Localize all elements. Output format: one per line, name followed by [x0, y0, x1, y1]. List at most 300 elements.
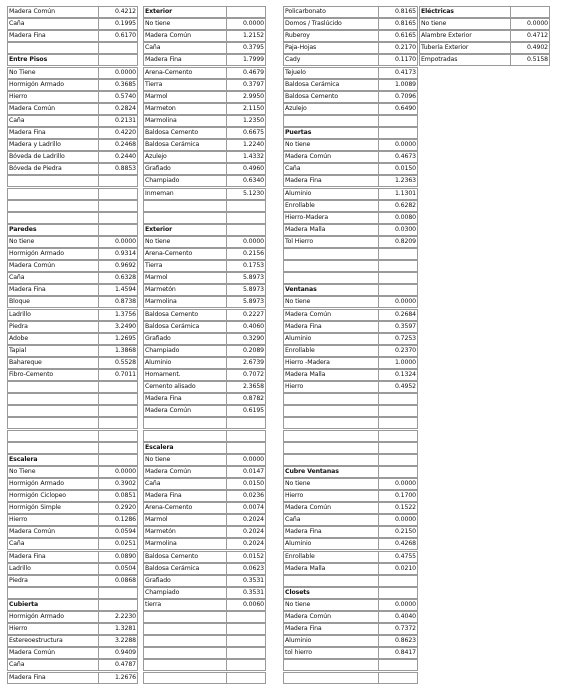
cell-label — [7, 405, 99, 417]
cell-value: 0.0000 — [226, 236, 266, 248]
cell-value — [98, 442, 138, 454]
cell-value — [98, 405, 138, 417]
cell-label: Tierra — [143, 79, 227, 91]
cell-label: Alambre Exterior — [419, 30, 511, 42]
cell-label: Caña — [7, 538, 99, 550]
cell-label: Madera Malla — [283, 369, 379, 381]
cell-value: 0.0150 — [378, 163, 418, 175]
cell-label: Madera Fina — [143, 393, 227, 405]
cell-label — [7, 442, 99, 454]
cell-label — [143, 417, 227, 429]
cell-label: Baldosa Cerámica — [143, 321, 227, 333]
cell-value — [98, 224, 138, 236]
cell-value: 0.0251 — [98, 538, 138, 550]
cell-value: 1.2350 — [226, 115, 266, 127]
cell-label: Azulejo — [143, 151, 227, 163]
cell-label — [143, 659, 227, 671]
cell-value — [226, 200, 266, 212]
cell-label: Madera Fina — [7, 551, 99, 563]
cell-value: 0.6328 — [98, 272, 138, 284]
cell-label — [283, 260, 379, 272]
cell-value: 0.3795 — [226, 42, 266, 54]
cell-label — [7, 188, 99, 200]
cell-value: 0.1286 — [98, 514, 138, 526]
cell-value: 0.0000 — [98, 236, 138, 248]
cell-label — [7, 381, 99, 393]
cell-label: Homament. — [143, 369, 227, 381]
cell-value: 2.1150 — [226, 103, 266, 115]
cell-value: 0.7011 — [98, 369, 138, 381]
cell-label: Madera Fina — [283, 175, 379, 187]
cell-label — [283, 272, 379, 284]
cell-value: 0.3797 — [226, 79, 266, 91]
cell-value — [226, 417, 266, 429]
cell-value: 1.4332 — [226, 151, 266, 163]
cell-value: 0.0000 — [378, 478, 418, 490]
cell-value: 1.4594 — [98, 284, 138, 296]
cell-value: 0.8165 — [378, 6, 418, 18]
cell-label — [143, 611, 227, 623]
cell-label: Marmolina — [143, 115, 227, 127]
cell-value — [98, 188, 138, 200]
cell-label — [283, 405, 379, 417]
cell-value: 0.0890 — [98, 551, 138, 563]
cell-label: Ventanas — [283, 284, 379, 296]
cell-value — [98, 175, 138, 187]
cell-value: 0.2024 — [226, 514, 266, 526]
cell-value: 0.3597 — [378, 321, 418, 333]
cell-label: Hormigón Armado — [7, 478, 99, 490]
cell-label: Caña — [7, 659, 99, 671]
cell-label — [283, 454, 379, 466]
cell-value: 5.8973 — [226, 284, 266, 296]
cell-label: Bloque — [7, 296, 99, 308]
cell-label: Escalera — [143, 442, 227, 454]
cell-value — [378, 417, 418, 429]
cell-label — [143, 212, 227, 224]
cell-value: 5.8973 — [226, 296, 266, 308]
cell-value: 0.0000 — [378, 599, 418, 611]
cell-value: 0.2684 — [378, 309, 418, 321]
cell-value: 0.2131 — [98, 115, 138, 127]
cell-value: 0.0594 — [98, 526, 138, 538]
cell-label: No Tiene — [7, 466, 99, 478]
cell-label: Hormigón Simple — [7, 502, 99, 514]
cell-label: Escalera — [7, 454, 99, 466]
cell-label: Hormigón Armado — [7, 79, 99, 91]
cell-label: Marmolina — [143, 296, 227, 308]
cell-value: 0.2440 — [98, 151, 138, 163]
cell-label: Marmol — [143, 91, 227, 103]
cell-label: No tiene — [283, 478, 379, 490]
cell-value: 1.2240 — [226, 139, 266, 151]
cell-value: 0.2170 — [378, 42, 418, 54]
cell-value: 0.2024 — [226, 538, 266, 550]
cell-value: 0.0000 — [98, 67, 138, 79]
cell-label: Arena-Cemento — [143, 67, 227, 79]
cell-label: Madera Común — [283, 151, 379, 163]
cell-value: 0.7096 — [378, 91, 418, 103]
cell-label: Hierro — [283, 490, 379, 502]
cell-label: Marmetón — [143, 284, 227, 296]
cell-value: 0.6282 — [378, 200, 418, 212]
cell-value: 0.2920 — [98, 502, 138, 514]
cell-value: 2.9950 — [226, 91, 266, 103]
cell-label: Grafiado — [143, 333, 227, 345]
cell-label: Madera Fina — [283, 321, 379, 333]
cell-label — [283, 442, 379, 454]
cell-value: 0.0074 — [226, 502, 266, 514]
cell-label: Fibro-Cemento — [7, 369, 99, 381]
cell-label: Madera Común — [283, 502, 379, 514]
cell-label: Baldosa Cerámica — [143, 139, 227, 151]
cell-label — [283, 115, 379, 127]
cell-value — [226, 623, 266, 635]
cell-label: Hierro-Madera — [283, 212, 379, 224]
cell-label: Champiado — [143, 175, 227, 187]
cell-label: Tubería Exterior — [419, 42, 511, 54]
cell-label — [7, 175, 99, 187]
cell-value: 0.0000 — [378, 514, 418, 526]
cell-value — [98, 599, 138, 611]
cell-label: Entre Pisos — [7, 54, 99, 66]
cell-value: 0.1324 — [378, 369, 418, 381]
cell-value: 1.3756 — [98, 309, 138, 321]
cell-value: 0.3902 — [98, 478, 138, 490]
cell-label: Tapial — [7, 345, 99, 357]
cell-value: 0.0000 — [510, 18, 550, 30]
cell-label: Madera Común — [7, 526, 99, 538]
cell-value: 0.0080 — [378, 212, 418, 224]
cell-value: 0.4173 — [378, 67, 418, 79]
cell-label: Ladrillo — [7, 563, 99, 575]
cell-label: No tiene — [283, 139, 379, 151]
cell-label: No tiene — [143, 454, 227, 466]
cell-label: Puertas — [283, 127, 379, 139]
cell-label: No tiene — [283, 296, 379, 308]
cell-value — [98, 393, 138, 405]
cell-value — [226, 659, 266, 671]
cell-label: Madera Común — [7, 6, 99, 18]
cell-value: 0.8623 — [378, 635, 418, 647]
cell-label: Empotradas — [419, 54, 511, 66]
cell-label: Domos / Traslúcido — [283, 18, 379, 30]
cell-value: 1.2676 — [98, 672, 138, 684]
cell-label: Madera Común — [143, 30, 227, 42]
cell-value: 0.0236 — [226, 490, 266, 502]
cell-value — [226, 442, 266, 454]
cell-value — [378, 405, 418, 417]
cell-label: Champiado — [143, 587, 227, 599]
cell-label: Madera Fina — [7, 30, 99, 42]
cell-label: No Tiene — [7, 67, 99, 79]
cell-label: Cady — [283, 54, 379, 66]
cell-value — [226, 6, 266, 18]
cell-value: 0.2370 — [378, 345, 418, 357]
cell-label: Caña — [143, 42, 227, 54]
cell-label: Madera Común — [7, 103, 99, 115]
cell-label: Marmeton — [143, 103, 227, 115]
cell-value — [98, 212, 138, 224]
cell-label: Arena-Cemento — [143, 248, 227, 260]
cell-label: Madera Común — [283, 611, 379, 623]
cell-label: Cemento alisado — [143, 381, 227, 393]
cell-label: Piedra — [7, 575, 99, 587]
cell-label: Baldosa Cemento — [143, 127, 227, 139]
cell-value: 0.8209 — [378, 236, 418, 248]
cell-value: 0.0150 — [226, 478, 266, 490]
cell-value: 0.0147 — [226, 466, 266, 478]
cell-value — [226, 672, 266, 684]
cell-value: 0.0000 — [378, 296, 418, 308]
cell-value — [378, 115, 418, 127]
cell-label: Piedra — [7, 321, 99, 333]
cell-value — [98, 417, 138, 429]
cell-value: 0.7372 — [378, 623, 418, 635]
cell-label: Hierro -Madera — [283, 357, 379, 369]
cell-label: Bóveda de Ladrillo — [7, 151, 99, 163]
cell-label: Tol Hierro — [283, 236, 379, 248]
cell-label — [283, 430, 379, 442]
cell-value: 0.3685 — [98, 79, 138, 91]
cell-value — [226, 212, 266, 224]
cell-value: 1.0089 — [378, 79, 418, 91]
cell-label: Azulejo — [283, 103, 379, 115]
cell-label: Grafiado — [143, 575, 227, 587]
cell-value — [378, 127, 418, 139]
cell-label: Arena-Cemento — [143, 502, 227, 514]
cell-value — [226, 635, 266, 647]
cell-value: 0.0152 — [226, 551, 266, 563]
cell-value: 0.2089 — [226, 345, 266, 357]
cell-label — [143, 200, 227, 212]
cell-value: 0.6195 — [226, 405, 266, 417]
cell-label: Caña — [143, 478, 227, 490]
cell-value: 0.4952 — [378, 381, 418, 393]
cell-value: 0.4755 — [378, 551, 418, 563]
cell-value — [98, 430, 138, 442]
cell-label: Madera Fina — [283, 623, 379, 635]
cell-value — [98, 381, 138, 393]
cell-label: Aluminio — [283, 333, 379, 345]
cell-label: Enrollable — [283, 551, 379, 563]
cell-label — [283, 417, 379, 429]
cell-label — [283, 248, 379, 260]
cell-value: 0.1700 — [378, 490, 418, 502]
cell-label: Cubierta — [7, 599, 99, 611]
cell-value: 0.4712 — [510, 30, 550, 42]
cell-label: Madera Común — [283, 309, 379, 321]
cell-value: 0.5740 — [98, 91, 138, 103]
cell-value — [378, 248, 418, 260]
cell-label: Caña — [283, 514, 379, 526]
cell-label: Aluminio — [283, 188, 379, 200]
cell-value: 0.0851 — [98, 490, 138, 502]
cell-value: 0.7072 — [226, 369, 266, 381]
cell-value: 0.0300 — [378, 224, 418, 236]
cell-value: 0.2024 — [226, 526, 266, 538]
cell-label — [143, 623, 227, 635]
cell-label — [283, 575, 379, 587]
cell-label: Paja-Hojas — [283, 42, 379, 54]
cell-label — [7, 417, 99, 429]
cell-value: 5.1230 — [226, 188, 266, 200]
cell-value: 0.5528 — [98, 357, 138, 369]
cell-label: Hierro — [7, 514, 99, 526]
cell-value: 3.2288 — [98, 635, 138, 647]
cell-label — [143, 635, 227, 647]
cell-value: 0.6340 — [226, 175, 266, 187]
cell-label: Ladrillo — [7, 309, 99, 321]
cell-value — [378, 284, 418, 296]
cell-value — [226, 430, 266, 442]
cell-label: Aluminio — [283, 538, 379, 550]
cell-value — [98, 454, 138, 466]
cell-label: No tiene — [419, 18, 511, 30]
cell-label: Inmeman — [143, 188, 227, 200]
cell-label — [7, 393, 99, 405]
cell-label: Madera y Ladrillo — [7, 139, 99, 151]
cell-value: 0.9692 — [98, 260, 138, 272]
cell-value: 0.2824 — [98, 103, 138, 115]
cell-label — [283, 672, 379, 684]
cell-label: Madera Común — [7, 647, 99, 659]
cell-label: Estereoestructura — [7, 635, 99, 647]
cell-label: Marmolina — [143, 538, 227, 550]
cell-label: Madera Fina — [7, 284, 99, 296]
cell-value: 0.2227 — [226, 309, 266, 321]
cell-label: Baldosa Cerámica — [283, 79, 379, 91]
cell-value: 0.1522 — [378, 502, 418, 514]
cell-value — [378, 466, 418, 478]
cell-value: 0.4040 — [378, 611, 418, 623]
cell-label: Hormigón Ciclopeo — [7, 490, 99, 502]
cell-value: 0.2156 — [226, 248, 266, 260]
cell-label: Cubre Ventanas — [283, 466, 379, 478]
cell-value — [378, 272, 418, 284]
cell-label: Tejuelo — [283, 67, 379, 79]
cell-label: Baldosa Cemento — [143, 309, 227, 321]
cell-value: 0.4268 — [378, 538, 418, 550]
cell-value: 1.1301 — [378, 188, 418, 200]
cell-label: Marmol — [143, 514, 227, 526]
cell-value: 1.2363 — [378, 175, 418, 187]
cell-label: Caña — [7, 115, 99, 127]
cell-value: 0.4787 — [98, 659, 138, 671]
cell-value — [378, 587, 418, 599]
cell-value: 0.0000 — [378, 139, 418, 151]
cell-value: 2.2230 — [98, 611, 138, 623]
cell-label: Eléctricas — [419, 6, 511, 18]
cell-value: 0.6165 — [378, 30, 418, 42]
cell-value: 0.3290 — [226, 333, 266, 345]
cell-label: Enrollable — [283, 200, 379, 212]
cell-label — [143, 647, 227, 659]
cell-value — [378, 442, 418, 454]
cell-value: 0.4212 — [98, 6, 138, 18]
cell-label: Madera Fina — [143, 54, 227, 66]
cell-label: Madera Malla — [283, 563, 379, 575]
cell-value: 0.2150 — [378, 526, 418, 538]
cell-label: No tiene — [7, 236, 99, 248]
cell-label: No tiene — [283, 599, 379, 611]
cell-label: Tierra — [143, 260, 227, 272]
cell-label: Madera Común — [7, 260, 99, 272]
cell-value: 0.8853 — [98, 163, 138, 175]
cell-label — [7, 587, 99, 599]
cell-label: Aluminio — [283, 635, 379, 647]
cell-value: 0.0210 — [378, 563, 418, 575]
cell-value: 0.2468 — [98, 139, 138, 151]
cell-value: 0.3531 — [226, 575, 266, 587]
cell-label: tol hierro — [283, 647, 379, 659]
cell-value: 0.1170 — [378, 54, 418, 66]
cell-label: Hierro — [7, 623, 99, 635]
cell-value: 0.0000 — [98, 466, 138, 478]
cell-label: Hormigón Armado — [7, 248, 99, 260]
cell-value: 0.6675 — [226, 127, 266, 139]
cell-value: 0.8165 — [378, 18, 418, 30]
cell-value: 5.8973 — [226, 272, 266, 284]
cell-value: 1.2152 — [226, 30, 266, 42]
cell-label: Marmetón — [143, 526, 227, 538]
cell-value: 0.3531 — [226, 587, 266, 599]
cell-label: Caña — [283, 163, 379, 175]
cell-value: 0.5158 — [510, 54, 550, 66]
cell-value: 0.4060 — [226, 321, 266, 333]
cell-label: Ruberoy — [283, 30, 379, 42]
cell-label: No tiene — [143, 18, 227, 30]
cell-value: 0.0000 — [226, 18, 266, 30]
cell-label: Exterior — [143, 224, 227, 236]
cell-value — [378, 454, 418, 466]
cell-value: 1.0000 — [378, 357, 418, 369]
cell-value — [98, 54, 138, 66]
cell-label: Madera Fina — [143, 490, 227, 502]
cell-value — [98, 587, 138, 599]
cell-value: 0.4220 — [98, 127, 138, 139]
cell-value: 0.8738 — [98, 296, 138, 308]
cell-value: 0.4960 — [226, 163, 266, 175]
cell-label: Baldosa Cemento — [143, 551, 227, 563]
cell-label: tierra — [143, 599, 227, 611]
cell-value — [510, 6, 550, 18]
cell-label — [7, 42, 99, 54]
cell-label: Caña — [7, 18, 99, 30]
cell-label: Bahareque — [7, 357, 99, 369]
cell-label: Aluminio — [143, 357, 227, 369]
cell-value: 0.8782 — [226, 393, 266, 405]
cell-label: Exterior — [143, 6, 227, 18]
cell-label: Champiado — [143, 345, 227, 357]
cell-label: Baldosa Cerámica — [143, 563, 227, 575]
cell-value — [378, 672, 418, 684]
cell-label: Marmol — [143, 272, 227, 284]
cell-value — [378, 260, 418, 272]
cell-label: Madera Común — [143, 466, 227, 478]
cell-label: Madera Común — [143, 405, 227, 417]
cell-label: Madera Fina — [283, 526, 379, 538]
cell-value: 2.3658 — [226, 381, 266, 393]
cell-value — [226, 647, 266, 659]
cell-value: 2.6739 — [226, 357, 266, 369]
cell-value: 3.2490 — [98, 321, 138, 333]
cell-label: Paredes — [7, 224, 99, 236]
cell-value: 0.9314 — [98, 248, 138, 260]
cell-label: Madera Malla — [283, 224, 379, 236]
cell-value: 1.2695 — [98, 333, 138, 345]
cell-value: 0.0000 — [226, 454, 266, 466]
